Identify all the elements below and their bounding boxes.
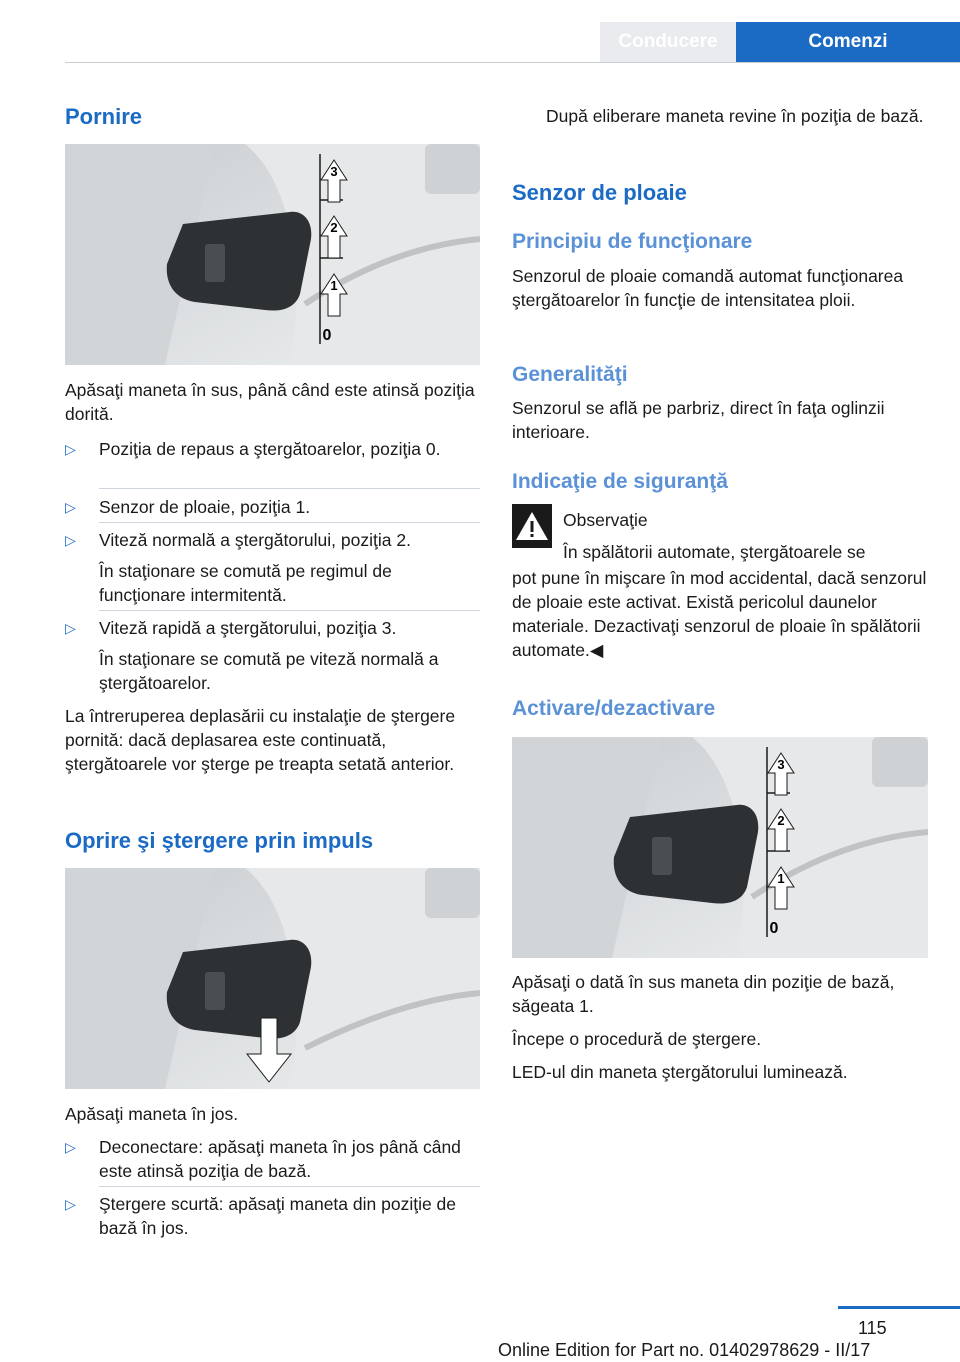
principiu-text: Senzorul de ploaie comandă automat funcţionarea ştergătoarelor în funcţie de intensitatea ploii. (512, 266, 904, 310)
footer-accent-line (838, 1306, 960, 1309)
page-number: 115 (858, 1318, 887, 1338)
bullet-triangle-icon: ▷ (65, 441, 76, 457)
bullet-divider (99, 522, 480, 523)
figure-lever-down (65, 868, 480, 1089)
warning-text-first-line: În spălătorii automate, ştergătoarele se (563, 542, 866, 562)
figure-activare (512, 737, 928, 958)
heading-activare: Activare/dezactivare (512, 697, 716, 720)
lever-down-illustration (65, 868, 480, 1089)
bullet-3-subtext: În staţionare se comută pe viteză normală a ştergătoarelor. (99, 649, 439, 693)
heading-oprire: Oprire şi ştergere prin impuls (65, 828, 374, 853)
activare-step-2: Începe o procedură de ştergere. (512, 1029, 762, 1049)
heading-principiu: Principiu de funcţionare (512, 230, 753, 253)
heading-generalitati: Generalităţi (512, 363, 628, 386)
warning-title: Observaţie (563, 510, 648, 530)
activare-step-1: Apăsaţi o dată în sus maneta din poziţie de bază, săgeata 1. (512, 972, 895, 1016)
bullet-text: Viteză rapidă a ştergătorului, poziţia 3. (99, 618, 397, 638)
fig3-label-2: 2 (777, 813, 785, 828)
bullet-divider (99, 610, 480, 611)
tab-conducere[interactable]: Conducere (600, 22, 736, 62)
fig3-label-1: 1 (777, 871, 785, 886)
header-divider (65, 62, 960, 63)
tab-comenzi[interactable]: Comenzi (736, 22, 960, 62)
bullet-text: Viteză normală a ştergătorului, poziţia 2. (99, 530, 411, 550)
warning-triangle-icon (512, 504, 552, 548)
fig1-label-2: 2 (330, 220, 338, 235)
activare-step-3: LED-ul din maneta ştergătorului luminează. (512, 1062, 848, 1082)
heading-senzor-ploaie: Senzor de ploaie (512, 180, 687, 205)
bullet-text: Ştergere scurtă: apăsaţi maneta din poziţie de bază în jos. (99, 1194, 457, 1238)
lever-activate-illustration (512, 737, 928, 958)
interruption-note: La întreruperea deplasării cu instalaţie de ştergere pornită: dacă deplasarea este continuată, ştergătoarele vor şterge pe treapta setată anterior. (65, 706, 456, 774)
bullet-triangle-icon: ▷ (65, 499, 76, 515)
bullet-triangle-icon: ▷ (65, 620, 76, 636)
bullet-divider (99, 1186, 480, 1187)
fig1-label-0: 0 (322, 327, 332, 344)
fig3-label-3: 3 (777, 757, 785, 772)
bullet-divider (99, 488, 480, 489)
fig3-label-0: 0 (769, 920, 779, 937)
oprire-instruction: Apăsaţi maneta în jos. (65, 1104, 239, 1124)
warning-text: pot pune în mişcare în mod accidental, dacă senzorul de ploaie este activat. Există pericolul daunelor materiale. Dezactivaţi senzorul de ploaie în spălătorii automate.◀ (512, 568, 927, 660)
bullet-text: Deconectare: apăsaţi maneta în jos până când este atinsă poziţia de bază. (99, 1137, 461, 1181)
release-note: După eliberare maneta revine în poziţia de bază. (546, 106, 924, 126)
warning-icon (512, 504, 552, 548)
bullet-triangle-icon: ▷ (65, 532, 76, 548)
fig1-label-3: 3 (330, 164, 338, 179)
pornire-instruction: Apăsaţi maneta în sus, până când este atinsă poziţia dorită. (65, 380, 475, 424)
generalitati-text: Senzorul se află pe parbriz, direct în faţa oglinzii interioare. (512, 398, 885, 442)
bullet-text: Poziţia de repaus a ştergătoarelor, poziţia 0. (99, 439, 441, 459)
footer-edition: Online Edition for Part no. 01402978629 - II/17 (498, 1340, 871, 1360)
fig1-label-1: 1 (330, 278, 338, 293)
heading-indicatie: Indicaţie de siguranţă (512, 470, 728, 493)
bullet-2-subtext: În staţionare se comută pe regimul de funcţionare intermitentă. (99, 561, 392, 605)
bullet-triangle-icon: ▷ (65, 1196, 76, 1212)
bullet-triangle-icon: ▷ (65, 1139, 76, 1155)
figure-lever-up (65, 144, 480, 365)
lever-up-illustration (65, 144, 480, 365)
heading-pornire: Pornire (65, 104, 143, 129)
bullet-text: Senzor de ploaie, poziţia 1. (99, 497, 311, 517)
